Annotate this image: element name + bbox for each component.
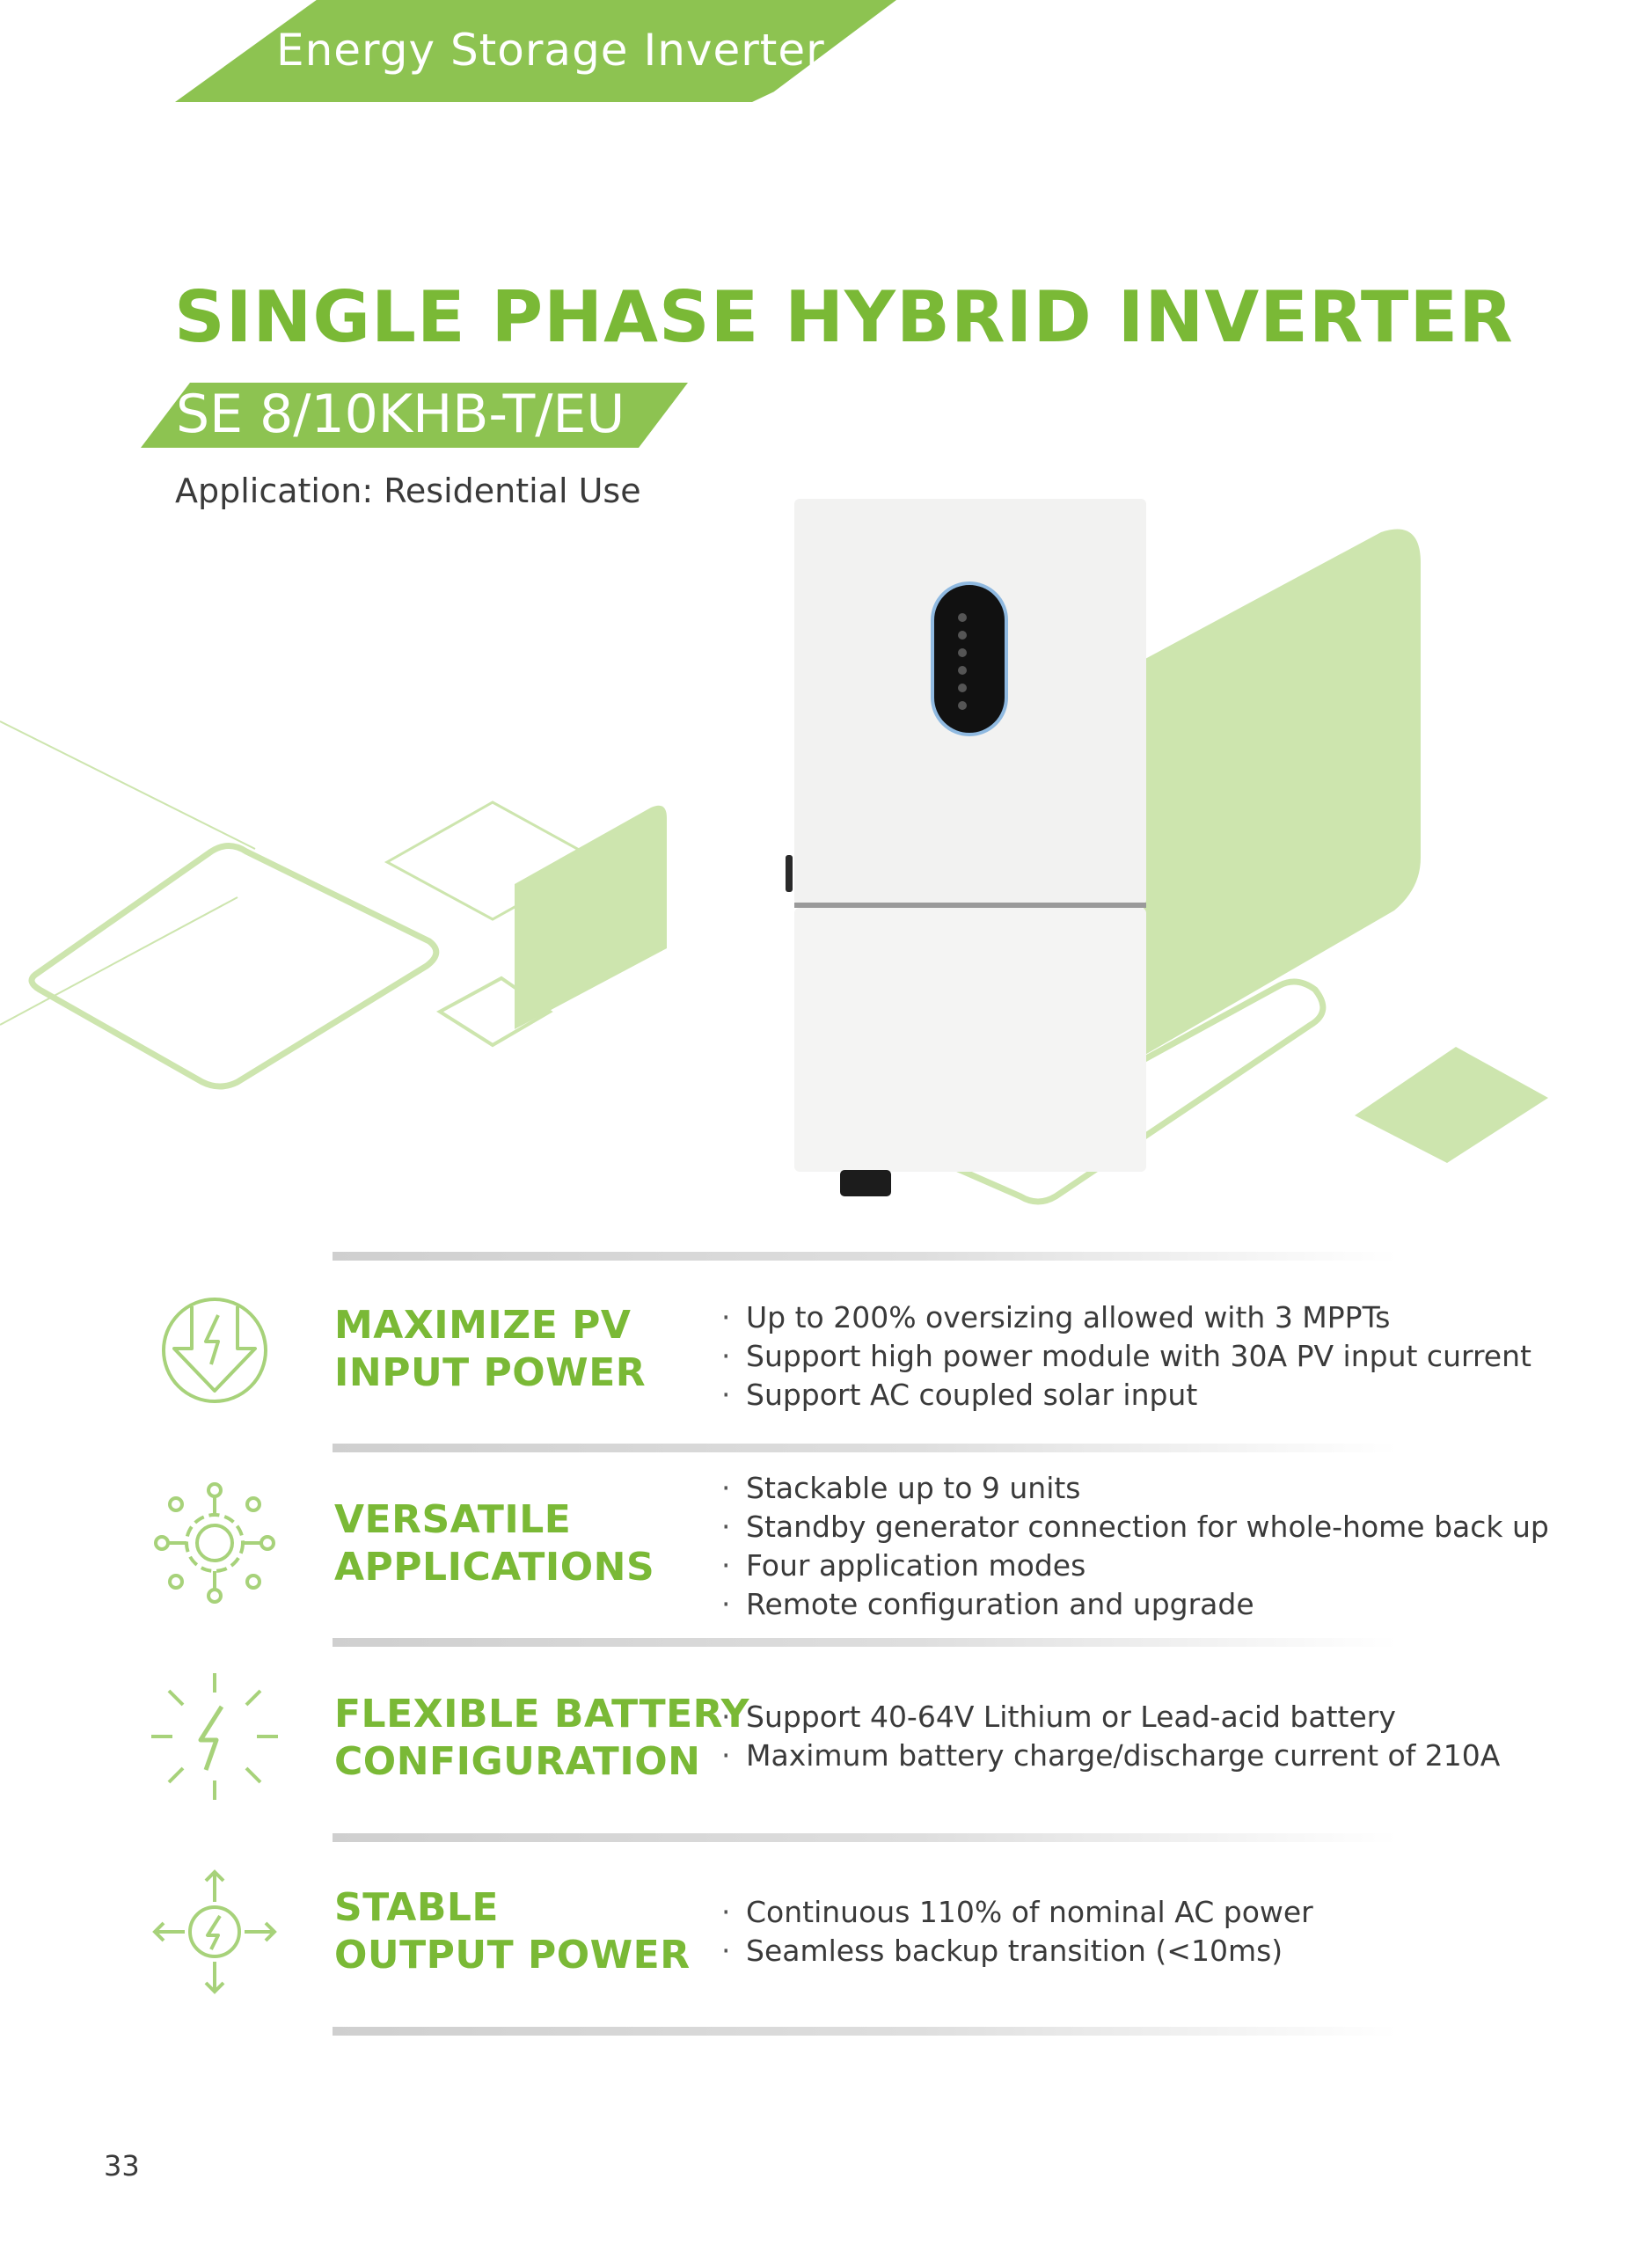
list-item: · Stackable up to 9 units	[721, 1469, 1549, 1508]
list-item: · Up to 200% oversizing allowed with 3 MPPTs	[721, 1298, 1531, 1337]
lightning-arrows-icon	[150, 1867, 280, 1997]
list-item: · Remote configuration and upgrade	[721, 1585, 1549, 1624]
list-item: · Four application modes	[721, 1546, 1549, 1585]
header-label: Energy Storage Inverter	[276, 25, 825, 76]
feature-bullets-battery	[721, 1698, 1500, 1775]
list-item: · Continuous 110% of nominal AC power	[721, 1893, 1313, 1932]
list-item: · Seamless backup transition (<10ms)	[721, 1932, 1313, 1970]
feature-bullets-applications	[721, 1469, 1549, 1624]
list-item: · Standby generator connection for whole-home back up	[721, 1508, 1549, 1546]
gear-network-icon	[150, 1478, 280, 1608]
section-divider	[333, 1638, 1397, 1647]
feature-title-battery: FLEXIBLE BATTERY CONFIGURATION	[334, 1692, 749, 1784]
solar-down-arrow-icon	[150, 1280, 280, 1410]
page-number: 33	[104, 2149, 140, 2183]
list-item: · Support 40-64V Lithium or Lead-acid battery	[721, 1698, 1500, 1737]
product-illustration	[0, 493, 1652, 1232]
lightning-burst-icon	[150, 1671, 280, 1802]
section-divider	[333, 2027, 1397, 2036]
feature-title-output: STABLE OUTPUT POWER	[334, 1885, 691, 1978]
section-divider	[333, 1444, 1397, 1452]
application-text: Application: Residential Use	[175, 472, 641, 510]
feature-title-applications: VERSATILE APPLICATIONS	[334, 1497, 655, 1590]
feature-bullets-pv	[721, 1298, 1531, 1415]
model-number: SE 8/10KHB-T/EU	[176, 384, 625, 445]
list-item: · Support AC coupled solar input	[721, 1376, 1531, 1415]
feature-bullets-output	[721, 1893, 1313, 1970]
list-item: · Support high power module with 30A PV input current	[721, 1337, 1531, 1376]
feature-title-pv: MAXIMIZE PV INPUT POWER	[334, 1303, 647, 1395]
list-item: · Maximum battery charge/discharge current of 210A	[721, 1737, 1500, 1775]
page-title: SINGLE PHASE HYBRID INVERTER	[174, 276, 1514, 358]
section-divider	[333, 1252, 1397, 1261]
section-divider	[333, 1833, 1397, 1842]
